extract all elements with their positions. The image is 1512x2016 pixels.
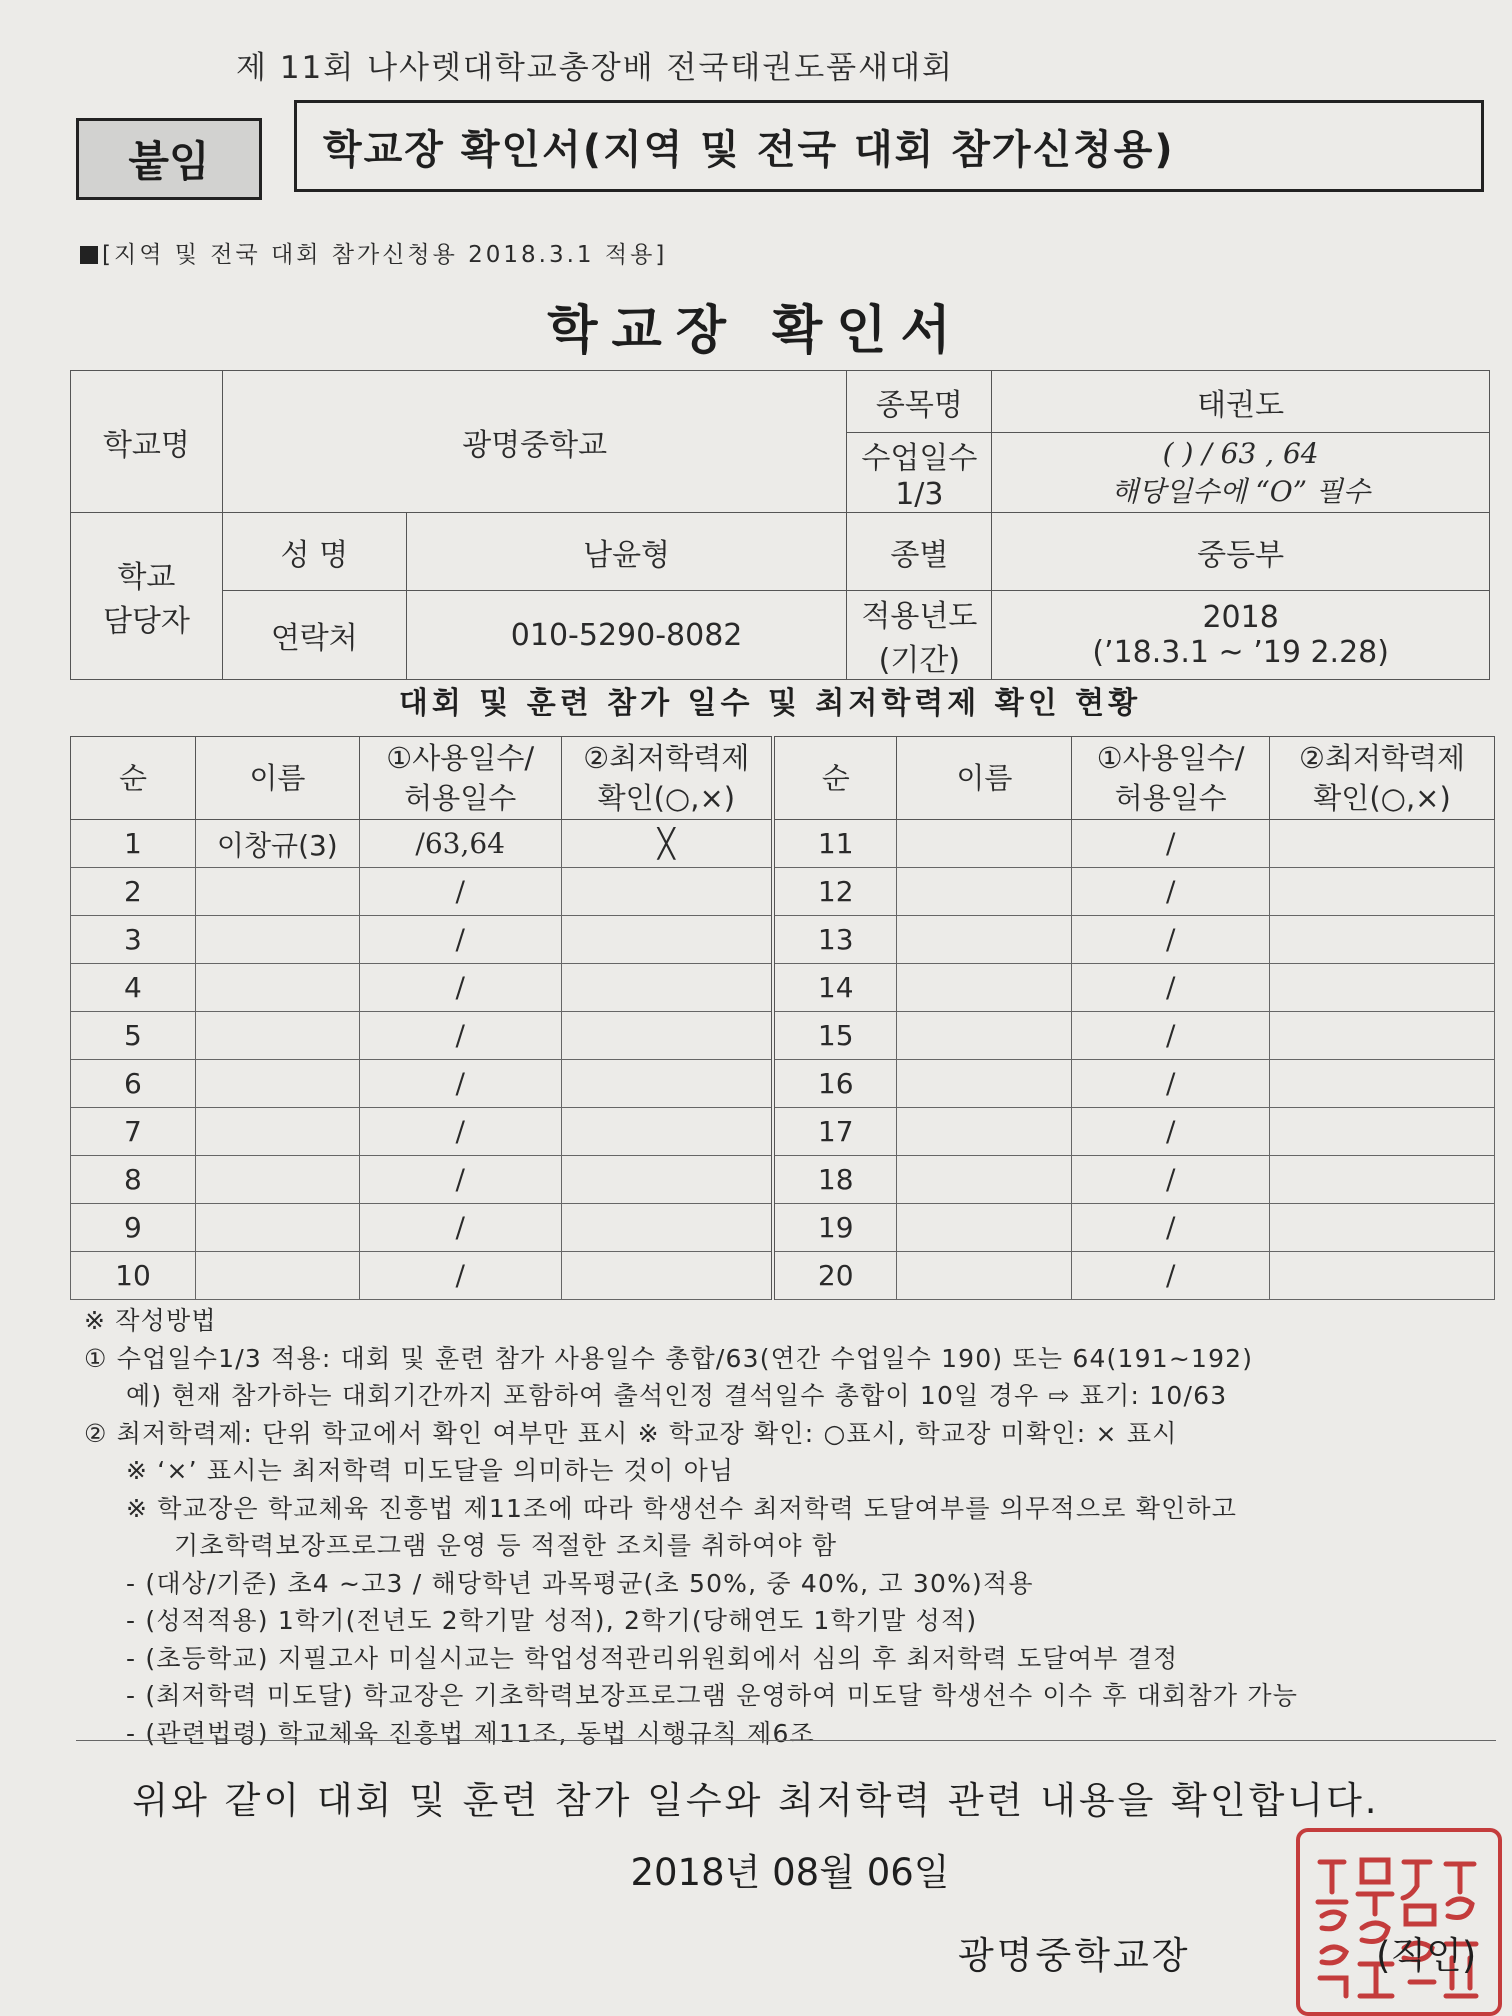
- col-header-no: 순: [71, 737, 196, 820]
- roster-left-days-cell: /63,64: [359, 820, 561, 868]
- roster-left-days-cell: /: [359, 1252, 561, 1300]
- roster-right-days-cell: /: [1072, 1060, 1270, 1108]
- staff-label-line1: 학교: [117, 560, 176, 595]
- roster-right-check-cell: [1270, 1156, 1495, 1204]
- roster-right-name-cell: [897, 964, 1072, 1012]
- class-days-label-line1: 수업일수: [861, 441, 978, 476]
- class-days-value: ( ) / 63 , 64: [1162, 436, 1319, 470]
- roster-left-name-cell: 이창규(3): [195, 820, 359, 868]
- division-label: 종별: [847, 513, 992, 591]
- roster-right-check-cell: [1270, 868, 1495, 916]
- roster-right-days-cell: /: [1072, 1156, 1270, 1204]
- application-note: [80, 236, 667, 269]
- note-2-b-line1: ※ 학교장은 학교체육 진흥법 제11조에 따라 학생선수 최저학력 도달여부를 의무적으로 확인하고: [126, 1493, 1238, 1523]
- seal-caption: (직인): [1376, 1934, 1477, 1977]
- col-header-days-2-line1: ①사용일수/: [1096, 741, 1245, 775]
- roster-left-name-cell: [195, 868, 359, 916]
- note-1: ① 수업일수1/3 적용: 대회 및 훈련 참가 사용일수 총합/63(연간 수업일수 190) 또는 64(191~192): [84, 1343, 1254, 1373]
- roster-left-name-cell: [195, 1204, 359, 1252]
- school-name-value: 광명중학교: [222, 371, 847, 513]
- col-header-name: 이름: [195, 737, 359, 820]
- roster-left-no-cell: 3: [71, 916, 196, 964]
- square-bullet-icon: [80, 246, 98, 264]
- event-title: 제 11회 나사렛대학교총장배 전국태권도품새대회: [236, 50, 954, 86]
- official-seal-stamp: [1296, 1828, 1502, 2016]
- roster-right-no-cell: 20: [773, 1252, 897, 1300]
- col-header-days-2: [1072, 737, 1270, 820]
- roster-left-days-cell: /: [359, 1060, 561, 1108]
- col-header-days-line1: ①사용일수/: [386, 741, 535, 775]
- roster-right-days-cell: /: [1072, 868, 1270, 916]
- detail-elementary: - (초등학교) 지필고사 미실시교는 학업성적관리위원회에서 심의 후 최저학력 도달여부 결정: [126, 1643, 1179, 1673]
- contact-value: 010-5290-8082: [406, 591, 847, 680]
- notes-heading: ※ 작성방법: [84, 1306, 217, 1335]
- roster-right-no-cell: 19: [773, 1204, 897, 1252]
- roster-right-check-cell: [1270, 820, 1495, 868]
- roster-left-no-cell: 10: [71, 1252, 196, 1300]
- contact-label: 연락처: [222, 591, 406, 680]
- school-info-table: [70, 370, 1490, 680]
- roster-right-name-cell: [897, 1156, 1072, 1204]
- note-2: ② 최저학력제: 단위 학교에서 확인 여부만 표시 ※ 학교장 확인: ○표시, 학교장 미확인: × 표시: [84, 1418, 1178, 1448]
- roster-right-check-cell: [1270, 1204, 1495, 1252]
- roster-right-check-cell: [1270, 964, 1495, 1012]
- roster-left-days-cell: /: [359, 1204, 561, 1252]
- signatory-name: 광명중학교장: [958, 1934, 1191, 1977]
- roster-left-name-cell: [195, 964, 359, 1012]
- roster-right-name-cell: [897, 868, 1072, 916]
- roster-left-name-cell: [195, 1060, 359, 1108]
- roster-left-no-cell: 9: [71, 1204, 196, 1252]
- roster-right-no-cell: 12: [773, 868, 897, 916]
- roster-left-check-cell: ╳: [561, 820, 773, 868]
- issue-date: 2018년 08월 06일: [630, 1851, 950, 1894]
- table-row: [71, 964, 1495, 1012]
- col-header-check-2: [1270, 737, 1495, 820]
- roster-right-no-cell: 13: [773, 916, 897, 964]
- divider-line: [76, 1740, 1496, 1741]
- roster-left-check-cell: [561, 964, 773, 1012]
- table-row: [71, 868, 1495, 916]
- roster-left-no-cell: 2: [71, 868, 196, 916]
- roster-left-check-cell: [561, 1204, 773, 1252]
- attachment-tag: 붙임: [76, 118, 262, 200]
- year-value: 2018: [1202, 600, 1279, 635]
- note-1-example: 예) 현재 참가하는 대회기간까지 포함하여 출석인정 결석일수 총합이 10일 경우 ⇨ 표기: 10/63: [126, 1381, 1228, 1410]
- year-label: [847, 591, 992, 680]
- roster-right-no-cell: 11: [773, 820, 897, 868]
- table-row: [71, 820, 1495, 868]
- sport-value: 태권도: [992, 371, 1490, 433]
- col-header-no-2: 순: [773, 737, 897, 820]
- staff-name-value: 남윤형: [406, 513, 847, 591]
- col-header-check-line2: 확인(○,×): [597, 781, 736, 815]
- roster-right-check-cell: [1270, 1108, 1495, 1156]
- table-row: [71, 1060, 1495, 1108]
- status-section-title: 대회 및 훈련 참가 일수 및 최저학력제 확인 현황: [398, 686, 1142, 721]
- roster-left-days-cell: /: [359, 868, 561, 916]
- roster-right-no-cell: 17: [773, 1108, 897, 1156]
- roster-left-check-cell: [561, 868, 773, 916]
- roster-left-name-cell: [195, 1012, 359, 1060]
- roster-left-no-cell: 6: [71, 1060, 196, 1108]
- roster-left-no-cell: 5: [71, 1012, 196, 1060]
- instructions-section: [84, 1302, 1504, 1752]
- roster-left-days-cell: /: [359, 1012, 561, 1060]
- roster-right-days-cell: /: [1072, 916, 1270, 964]
- roster-left-days-cell: /: [359, 1108, 561, 1156]
- detail-law: - (관련법령) 학교체육 진흥법 제11조, 동법 시행규칙 제6조: [126, 1718, 815, 1748]
- col-header-check: [561, 737, 773, 820]
- table-row: [71, 1108, 1495, 1156]
- table-row: [71, 1252, 1495, 1300]
- participant-roster-table: [70, 736, 1495, 1300]
- table-row: [71, 1156, 1495, 1204]
- roster-right-days-cell: /: [1072, 820, 1270, 868]
- roster-right-no-cell: 18: [773, 1156, 897, 1204]
- roster-right-no-cell: 16: [773, 1060, 897, 1108]
- roster-right-no-cell: 14: [773, 964, 897, 1012]
- roster-left-no-cell: 7: [71, 1108, 196, 1156]
- col-header-days-2-line2: 허용일수: [1114, 781, 1227, 815]
- roster-right-days-cell: /: [1072, 1204, 1270, 1252]
- year-label-line1: 적용년도: [861, 599, 978, 634]
- note-2-b-line2: 기초학력보장프로그램 운영 등 적절한 조치를 취하여야 함: [174, 1531, 838, 1560]
- confirmation-statement: 위와 같이 대회 및 훈련 참가 일수와 최저학력 관련 내용을 확인합니다.: [132, 1779, 1380, 1822]
- year-label-line2: (기간): [878, 643, 961, 678]
- header-box-title: 학교장 확인서(지역 및 전국 대회 참가신청용): [294, 100, 1484, 192]
- table-row: [71, 1204, 1495, 1252]
- roster-left-name-cell: [195, 1108, 359, 1156]
- roster-left-no-cell: 1: [71, 820, 196, 868]
- seal-pattern-icon: [1300, 1832, 1498, 2012]
- col-header-check-2-line2: 확인(○,×): [1313, 781, 1451, 815]
- roster-right-check-cell: [1270, 916, 1495, 964]
- class-days-cell: [992, 433, 1490, 513]
- roster-right-check-cell: [1270, 1060, 1495, 1108]
- table-row: [71, 916, 1495, 964]
- roster-right-name-cell: [897, 1252, 1072, 1300]
- roster-left-check-cell: [561, 1108, 773, 1156]
- document-title: 학교장 확인서: [547, 301, 965, 361]
- roster-left-check-cell: [561, 916, 773, 964]
- class-days-label: [847, 433, 992, 513]
- roster-left-name-cell: [195, 1252, 359, 1300]
- col-header-days-line2: 허용일수: [404, 781, 517, 815]
- roster-header-row: [71, 737, 1495, 820]
- roster-left-days-cell: /: [359, 916, 561, 964]
- year-cell: [992, 591, 1490, 680]
- note-2-a: ※ ‘×’ 표시는 최저학력 미도달을 의미하는 것이 아님: [126, 1456, 735, 1485]
- roster-right-name-cell: [897, 820, 1072, 868]
- roster-right-days-cell: /: [1072, 1108, 1270, 1156]
- staff-label-line2: 담당자: [102, 604, 190, 639]
- roster-right-name-cell: [897, 916, 1072, 964]
- col-header-check-line1: ②최저학력제: [583, 741, 750, 775]
- detail-target: - (대상/기준) 초4 ~고3 / 해당학년 과목평균(초 50%, 중 40%, 고 30%)적용: [126, 1568, 1034, 1598]
- roster-left-name-cell: [195, 916, 359, 964]
- col-header-days: [359, 737, 561, 820]
- roster-left-check-cell: [561, 1252, 773, 1300]
- table-row: [71, 1012, 1495, 1060]
- division-value: 중등부: [992, 513, 1490, 591]
- roster-body: [71, 820, 1495, 1300]
- roster-right-check-cell: [1270, 1252, 1495, 1300]
- roster-left-check-cell: [561, 1156, 773, 1204]
- roster-right-name-cell: [897, 1012, 1072, 1060]
- roster-right-days-cell: /: [1072, 964, 1270, 1012]
- roster-left-check-cell: [561, 1012, 773, 1060]
- class-days-note: 해당일수에 “O” 필수: [1111, 474, 1371, 508]
- roster-left-no-cell: 8: [71, 1156, 196, 1204]
- staff-name-label: 성 명: [222, 513, 406, 591]
- class-days-label-line2: 1/3: [895, 477, 944, 512]
- period-value: (’18.3.1 ~ ’19 2.28): [1092, 635, 1389, 670]
- roster-right-name-cell: [897, 1108, 1072, 1156]
- roster-left-name-cell: [195, 1156, 359, 1204]
- roster-left-days-cell: /: [359, 964, 561, 1012]
- roster-right-name-cell: [897, 1204, 1072, 1252]
- sport-label: 종목명: [847, 371, 992, 433]
- roster-right-check-cell: [1270, 1012, 1495, 1060]
- roster-right-no-cell: 15: [773, 1012, 897, 1060]
- roster-left-no-cell: 4: [71, 964, 196, 1012]
- roster-right-name-cell: [897, 1060, 1072, 1108]
- detail-grades: - (성적적용) 1학기(전년도 2학기말 성적), 2학기(당해연도 1학기말 성적): [126, 1606, 978, 1635]
- roster-left-check-cell: [561, 1060, 773, 1108]
- application-note-text: [지역 및 전국 대회 참가신청용 2018.3.1 적용]: [102, 242, 668, 268]
- roster-right-days-cell: /: [1072, 1012, 1270, 1060]
- roster-right-days-cell: /: [1072, 1252, 1270, 1300]
- staff-label: [71, 513, 223, 680]
- col-header-name-2: 이름: [897, 737, 1072, 820]
- school-name-label: 학교명: [71, 371, 223, 513]
- roster-left-days-cell: /: [359, 1156, 561, 1204]
- col-header-check-2-line1: ②최저학력제: [1299, 741, 1466, 775]
- detail-below-minimum: - (최저학력 미도달) 학교장은 기초학력보장프로그램 운영하여 미도달 학생선수 이수 후 대회참가 가능: [126, 1681, 1299, 1710]
